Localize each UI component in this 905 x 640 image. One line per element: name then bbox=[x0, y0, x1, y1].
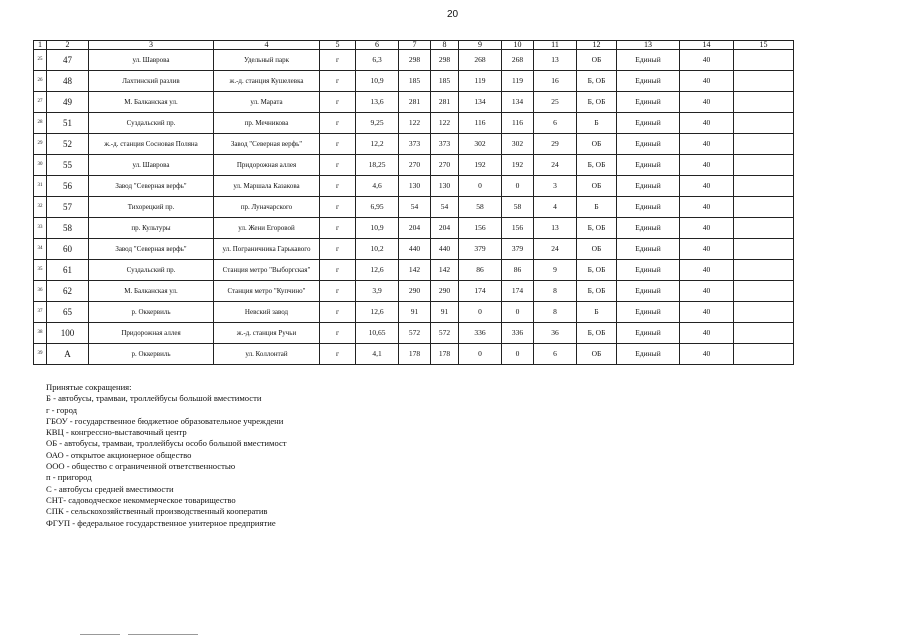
tariff-cell: Единый bbox=[617, 281, 680, 302]
row-index-cell: 28 bbox=[34, 113, 47, 134]
value-cell: 204 bbox=[431, 218, 459, 239]
value-cell: 268 bbox=[502, 50, 534, 71]
table-row bbox=[34, 218, 794, 239]
value-cell: 130 bbox=[399, 176, 431, 197]
route-start-cell: Лахтинский разлив bbox=[89, 71, 214, 92]
value-cell: 192 bbox=[459, 155, 502, 176]
value-cell: 0 bbox=[502, 302, 534, 323]
route-end-cell: Придорожная аллея bbox=[214, 155, 320, 176]
route-start-cell: ул. Шаврова bbox=[89, 155, 214, 176]
column-header: 1 bbox=[34, 41, 47, 50]
column-header: 14 bbox=[680, 41, 734, 50]
value-cell: 0 bbox=[502, 344, 534, 365]
value-cell: 24 bbox=[534, 155, 577, 176]
route-number-cell: 61 bbox=[47, 260, 89, 281]
value-cell: 290 bbox=[399, 281, 431, 302]
table-row bbox=[34, 344, 794, 365]
abbreviations-list bbox=[46, 382, 287, 529]
value-cell: 142 bbox=[431, 260, 459, 281]
route-length-cell: 10,65 bbox=[356, 323, 399, 344]
route-number-cell: 52 bbox=[47, 134, 89, 155]
route-number-cell: 60 bbox=[47, 239, 89, 260]
value-cell: 40 bbox=[680, 176, 734, 197]
abbreviation-item: г - город bbox=[46, 404, 78, 415]
route-number-cell: 55 bbox=[47, 155, 89, 176]
value-cell: 178 bbox=[431, 344, 459, 365]
table-row bbox=[34, 134, 794, 155]
route-start-cell: Завод "Северная верфь" bbox=[89, 239, 214, 260]
route-end-cell: Станция метро "Купчино" bbox=[214, 281, 320, 302]
route-end-cell: ул. Маршала Казакова bbox=[214, 176, 320, 197]
vehicle-class-cell: Б, ОБ bbox=[577, 260, 617, 281]
value-cell: 373 bbox=[399, 134, 431, 155]
route-type-cell: г bbox=[320, 281, 356, 302]
route-number-cell: 100 bbox=[47, 323, 89, 344]
abbreviations-heading: Принятые сокращения: bbox=[46, 382, 132, 392]
routes-table bbox=[33, 40, 794, 365]
row-index-cell: 38 bbox=[34, 323, 47, 344]
value-cell: 122 bbox=[431, 113, 459, 134]
route-end-cell: Невский завод bbox=[214, 302, 320, 323]
value-cell: 336 bbox=[459, 323, 502, 344]
value-cell: 204 bbox=[399, 218, 431, 239]
value-cell: 185 bbox=[399, 71, 431, 92]
vehicle-class-cell: Б, ОБ bbox=[577, 92, 617, 113]
column-header: 9 bbox=[459, 41, 502, 50]
empty-cell bbox=[734, 218, 794, 239]
column-header: 15 bbox=[734, 41, 794, 50]
tariff-cell: Единый bbox=[617, 71, 680, 92]
tariff-cell: Единый bbox=[617, 323, 680, 344]
route-length-cell: 12,6 bbox=[356, 260, 399, 281]
row-index-cell: 36 bbox=[34, 281, 47, 302]
tariff-cell: Единый bbox=[617, 134, 680, 155]
vehicle-class-cell: Б, ОБ bbox=[577, 155, 617, 176]
value-cell: 24 bbox=[534, 239, 577, 260]
route-number-cell: 65 bbox=[47, 302, 89, 323]
value-cell: 281 bbox=[399, 92, 431, 113]
value-cell: 0 bbox=[502, 176, 534, 197]
route-start-cell: Придорожная аллея bbox=[89, 323, 214, 344]
route-end-cell: ж.-д. станция Кушелевка bbox=[214, 71, 320, 92]
route-end-cell: ул. Марата bbox=[214, 92, 320, 113]
value-cell: 116 bbox=[502, 113, 534, 134]
route-start-cell: пр. Культуры bbox=[89, 218, 214, 239]
route-type-cell: г bbox=[320, 71, 356, 92]
value-cell: 91 bbox=[399, 302, 431, 323]
value-cell: 54 bbox=[399, 197, 431, 218]
value-cell: 572 bbox=[399, 323, 431, 344]
row-index-cell: 26 bbox=[34, 71, 47, 92]
route-type-cell: г bbox=[320, 92, 356, 113]
abbreviation-item: ФГУП - федеральное государственное унитерное предприятие bbox=[46, 517, 276, 528]
route-type-cell: г bbox=[320, 239, 356, 260]
vehicle-class-cell: ОБ bbox=[577, 50, 617, 71]
column-header: 2 bbox=[47, 41, 89, 50]
value-cell: 270 bbox=[431, 155, 459, 176]
route-end-cell: ул. Пограничника Гарькавого bbox=[214, 239, 320, 260]
route-type-cell: г bbox=[320, 344, 356, 365]
table-row bbox=[34, 281, 794, 302]
route-start-cell: Суздальский пр. bbox=[89, 113, 214, 134]
vehicle-class-cell: Б, ОБ bbox=[577, 218, 617, 239]
abbreviation-item: ООО - общество с ограниченной ответственностью bbox=[46, 461, 236, 472]
value-cell: 86 bbox=[459, 260, 502, 281]
route-number-cell: 56 bbox=[47, 176, 89, 197]
row-index-cell: 39 bbox=[34, 344, 47, 365]
route-type-cell: г bbox=[320, 50, 356, 71]
table-row bbox=[34, 113, 794, 134]
abbreviation-item: п - пригород bbox=[46, 472, 92, 483]
footer-rule bbox=[128, 634, 198, 635]
value-cell: 142 bbox=[399, 260, 431, 281]
value-cell: 9 bbox=[534, 260, 577, 281]
value-cell: 13 bbox=[534, 50, 577, 71]
table-row bbox=[34, 176, 794, 197]
row-index-cell: 34 bbox=[34, 239, 47, 260]
route-length-cell: 3,9 bbox=[356, 281, 399, 302]
vehicle-class-cell: ОБ bbox=[577, 239, 617, 260]
abbreviation-item: СНТ- садоводческое некоммерческое товарищество bbox=[46, 494, 236, 505]
route-type-cell: г bbox=[320, 155, 356, 176]
value-cell: 290 bbox=[431, 281, 459, 302]
value-cell: 86 bbox=[502, 260, 534, 281]
value-cell: 0 bbox=[459, 176, 502, 197]
value-cell: 119 bbox=[502, 71, 534, 92]
tariff-cell: Единый bbox=[617, 260, 680, 281]
route-end-cell: ул. Коллонтай bbox=[214, 344, 320, 365]
route-number-cell: 51 bbox=[47, 113, 89, 134]
vehicle-class-cell: Б bbox=[577, 302, 617, 323]
value-cell: 3 bbox=[534, 176, 577, 197]
table-row bbox=[34, 155, 794, 176]
value-cell: 13 bbox=[534, 218, 577, 239]
empty-cell bbox=[734, 239, 794, 260]
value-cell: 40 bbox=[680, 260, 734, 281]
row-index-cell: 30 bbox=[34, 155, 47, 176]
empty-cell bbox=[734, 344, 794, 365]
route-length-cell: 10,2 bbox=[356, 239, 399, 260]
vehicle-class-cell: Б, ОБ bbox=[577, 71, 617, 92]
table-row bbox=[34, 197, 794, 218]
route-length-cell: 18,25 bbox=[356, 155, 399, 176]
value-cell: 192 bbox=[502, 155, 534, 176]
value-cell: 40 bbox=[680, 92, 734, 113]
route-number-cell: А bbox=[47, 344, 89, 365]
value-cell: 40 bbox=[680, 323, 734, 344]
value-cell: 119 bbox=[459, 71, 502, 92]
route-start-cell: ул. Шаврова bbox=[89, 50, 214, 71]
value-cell: 29 bbox=[534, 134, 577, 155]
value-cell: 91 bbox=[431, 302, 459, 323]
value-cell: 134 bbox=[502, 92, 534, 113]
value-cell: 40 bbox=[680, 239, 734, 260]
tariff-cell: Единый bbox=[617, 302, 680, 323]
row-index-cell: 33 bbox=[34, 218, 47, 239]
route-start-cell: М. Балканская ул. bbox=[89, 92, 214, 113]
empty-cell bbox=[734, 260, 794, 281]
table-row bbox=[34, 50, 794, 71]
value-cell: 156 bbox=[459, 218, 502, 239]
value-cell: 40 bbox=[680, 113, 734, 134]
route-length-cell: 6,3 bbox=[356, 50, 399, 71]
route-number-cell: 62 bbox=[47, 281, 89, 302]
route-end-cell: пр. Луначарского bbox=[214, 197, 320, 218]
column-header: 12 bbox=[577, 41, 617, 50]
value-cell: 0 bbox=[459, 344, 502, 365]
empty-cell bbox=[734, 281, 794, 302]
table-row bbox=[34, 239, 794, 260]
empty-cell bbox=[734, 155, 794, 176]
value-cell: 40 bbox=[680, 155, 734, 176]
route-type-cell: г bbox=[320, 113, 356, 134]
tariff-cell: Единый bbox=[617, 113, 680, 134]
value-cell: 36 bbox=[534, 323, 577, 344]
route-type-cell: г bbox=[320, 134, 356, 155]
value-cell: 116 bbox=[459, 113, 502, 134]
row-index-cell: 32 bbox=[34, 197, 47, 218]
value-cell: 40 bbox=[680, 71, 734, 92]
empty-cell bbox=[734, 323, 794, 344]
value-cell: 40 bbox=[680, 344, 734, 365]
table-row bbox=[34, 260, 794, 281]
route-start-cell: Тихорецкий пр. bbox=[89, 197, 214, 218]
page-number: 20 bbox=[446, 9, 459, 20]
value-cell: 6 bbox=[534, 113, 577, 134]
abbreviation-item: Б - автобусы, трамваи, троллейбусы большой вместимости bbox=[46, 393, 262, 404]
column-header: 3 bbox=[89, 41, 214, 50]
route-end-cell: пр. Мечникова bbox=[214, 113, 320, 134]
route-number-cell: 47 bbox=[47, 50, 89, 71]
route-length-cell: 4,1 bbox=[356, 344, 399, 365]
column-header: 7 bbox=[399, 41, 431, 50]
column-header: 4 bbox=[214, 41, 320, 50]
row-index-cell: 27 bbox=[34, 92, 47, 113]
route-start-cell: р. Оккервиль bbox=[89, 302, 214, 323]
route-length-cell: 9,25 bbox=[356, 113, 399, 134]
row-index-cell: 35 bbox=[34, 260, 47, 281]
empty-cell bbox=[734, 302, 794, 323]
route-length-cell: 6,95 bbox=[356, 197, 399, 218]
route-number-cell: 58 bbox=[47, 218, 89, 239]
value-cell: 40 bbox=[680, 197, 734, 218]
vehicle-class-cell: ОБ bbox=[577, 134, 617, 155]
route-start-cell: Суздальский пр. bbox=[89, 260, 214, 281]
value-cell: 40 bbox=[680, 302, 734, 323]
row-index-cell: 31 bbox=[34, 176, 47, 197]
empty-cell bbox=[734, 92, 794, 113]
route-type-cell: г bbox=[320, 323, 356, 344]
tariff-cell: Единый bbox=[617, 176, 680, 197]
abbreviation-item: ОАО - открытое акционерное общество bbox=[46, 449, 192, 460]
table-row bbox=[34, 302, 794, 323]
table-row bbox=[34, 323, 794, 344]
value-cell: 4 bbox=[534, 197, 577, 218]
value-cell: 270 bbox=[399, 155, 431, 176]
tariff-cell: Единый bbox=[617, 197, 680, 218]
route-length-cell: 10,9 bbox=[356, 218, 399, 239]
empty-cell bbox=[734, 50, 794, 71]
empty-cell bbox=[734, 113, 794, 134]
row-index-cell: 25 bbox=[34, 50, 47, 71]
route-number-cell: 57 bbox=[47, 197, 89, 218]
value-cell: 379 bbox=[502, 239, 534, 260]
value-cell: 440 bbox=[431, 239, 459, 260]
value-cell: 25 bbox=[534, 92, 577, 113]
value-cell: 302 bbox=[502, 134, 534, 155]
column-header: 10 bbox=[502, 41, 534, 50]
vehicle-class-cell: ОБ bbox=[577, 176, 617, 197]
tariff-cell: Единый bbox=[617, 155, 680, 176]
route-type-cell: г bbox=[320, 260, 356, 281]
value-cell: 156 bbox=[502, 218, 534, 239]
route-length-cell: 12,2 bbox=[356, 134, 399, 155]
value-cell: 0 bbox=[459, 302, 502, 323]
value-cell: 174 bbox=[459, 281, 502, 302]
vehicle-class-cell: Б bbox=[577, 113, 617, 134]
route-start-cell: ж.-д. станция Сосновая Поляна bbox=[89, 134, 214, 155]
value-cell: 40 bbox=[680, 134, 734, 155]
value-cell: 302 bbox=[459, 134, 502, 155]
value-cell: 572 bbox=[431, 323, 459, 344]
route-length-cell: 4,6 bbox=[356, 176, 399, 197]
value-cell: 40 bbox=[680, 50, 734, 71]
tariff-cell: Единый bbox=[617, 92, 680, 113]
tariff-cell: Единый bbox=[617, 344, 680, 365]
value-cell: 58 bbox=[502, 197, 534, 218]
vehicle-class-cell: Б, ОБ bbox=[577, 323, 617, 344]
value-cell: 336 bbox=[502, 323, 534, 344]
route-length-cell: 12,6 bbox=[356, 302, 399, 323]
column-header: 11 bbox=[534, 41, 577, 50]
value-cell: 54 bbox=[431, 197, 459, 218]
tariff-cell: Единый bbox=[617, 239, 680, 260]
column-header: 8 bbox=[431, 41, 459, 50]
value-cell: 185 bbox=[431, 71, 459, 92]
value-cell: 8 bbox=[534, 281, 577, 302]
value-cell: 268 bbox=[459, 50, 502, 71]
empty-cell bbox=[734, 176, 794, 197]
table-row bbox=[34, 71, 794, 92]
empty-cell bbox=[734, 71, 794, 92]
route-type-cell: г bbox=[320, 218, 356, 239]
route-start-cell: М. Балканская ул. bbox=[89, 281, 214, 302]
value-cell: 122 bbox=[399, 113, 431, 134]
vehicle-class-cell: ОБ bbox=[577, 344, 617, 365]
value-cell: 58 bbox=[459, 197, 502, 218]
value-cell: 130 bbox=[431, 176, 459, 197]
value-cell: 298 bbox=[431, 50, 459, 71]
value-cell: 281 bbox=[431, 92, 459, 113]
abbreviation-item: ГБОУ - государственное бюджетное образовательное учреждени bbox=[46, 415, 284, 426]
route-end-cell: ж.-д. станция Ручьи bbox=[214, 323, 320, 344]
route-end-cell: ул. Жени Егоровой bbox=[214, 218, 320, 239]
route-end-cell: Станция метро "Выборгская" bbox=[214, 260, 320, 281]
vehicle-class-cell: Б, ОБ bbox=[577, 281, 617, 302]
empty-cell bbox=[734, 197, 794, 218]
value-cell: 373 bbox=[431, 134, 459, 155]
value-cell: 40 bbox=[680, 281, 734, 302]
column-header: 13 bbox=[617, 41, 680, 50]
value-cell: 8 bbox=[534, 302, 577, 323]
route-length-cell: 13,6 bbox=[356, 92, 399, 113]
route-type-cell: г bbox=[320, 302, 356, 323]
value-cell: 40 bbox=[680, 218, 734, 239]
table-header-row bbox=[34, 41, 794, 50]
route-end-cell: Удельный парк bbox=[214, 50, 320, 71]
value-cell: 134 bbox=[459, 92, 502, 113]
route-number-cell: 48 bbox=[47, 71, 89, 92]
value-cell: 174 bbox=[502, 281, 534, 302]
table-row bbox=[34, 92, 794, 113]
tariff-cell: Единый bbox=[617, 50, 680, 71]
row-index-cell: 37 bbox=[34, 302, 47, 323]
value-cell: 16 bbox=[534, 71, 577, 92]
value-cell: 379 bbox=[459, 239, 502, 260]
column-header: 5 bbox=[320, 41, 356, 50]
value-cell: 298 bbox=[399, 50, 431, 71]
value-cell: 440 bbox=[399, 239, 431, 260]
footer-rule bbox=[80, 634, 120, 635]
route-number-cell: 49 bbox=[47, 92, 89, 113]
abbreviation-item: С - автобусы средней вместимости bbox=[46, 483, 174, 494]
vehicle-class-cell: Б bbox=[577, 197, 617, 218]
route-start-cell: Завод "Северная верфь" bbox=[89, 176, 214, 197]
tariff-cell: Единый bbox=[617, 218, 680, 239]
route-end-cell: Завод "Северная верфь" bbox=[214, 134, 320, 155]
route-length-cell: 10,9 bbox=[356, 71, 399, 92]
row-index-cell: 29 bbox=[34, 134, 47, 155]
route-type-cell: г bbox=[320, 176, 356, 197]
value-cell: 178 bbox=[399, 344, 431, 365]
route-type-cell: г bbox=[320, 197, 356, 218]
abbreviation-item: СПК - сельскохозяйственный производственный кооператив bbox=[46, 506, 268, 517]
column-header: 6 bbox=[356, 41, 399, 50]
value-cell: 6 bbox=[534, 344, 577, 365]
abbreviation-item: КВЦ - конгрессно-выставочный центр bbox=[46, 427, 187, 438]
empty-cell bbox=[734, 134, 794, 155]
abbreviation-item: ОБ - автобусы, трамваи, троллейбусы особо большой вместимост bbox=[46, 438, 287, 449]
route-start-cell: р. Оккервиль bbox=[89, 344, 214, 365]
